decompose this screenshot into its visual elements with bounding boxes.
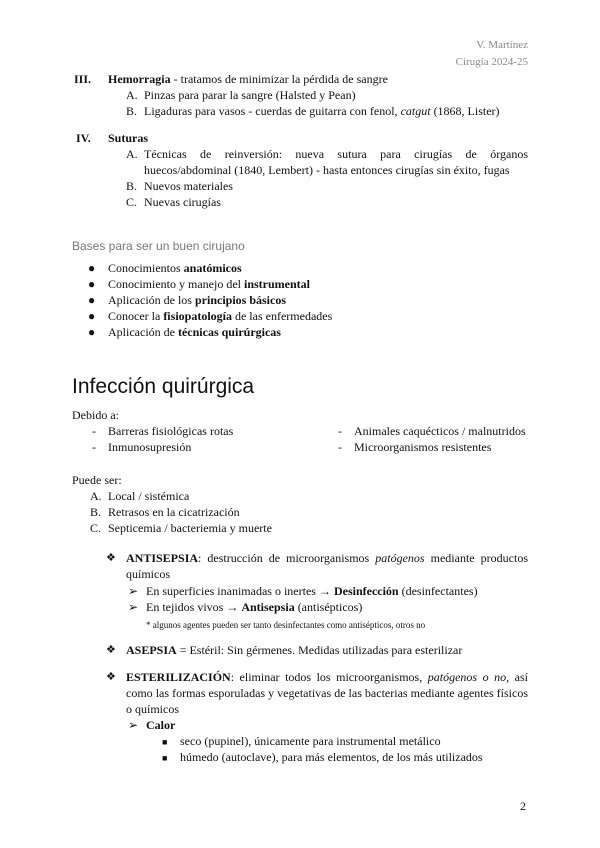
section-iii-heading xyxy=(108,71,388,87)
bases-item-pre: Aplicación de los xyxy=(108,293,195,307)
section-iv-item-c-marker: C. xyxy=(126,195,138,209)
antisepsia-sub1 xyxy=(146,583,478,599)
diamond-bullet-icon: ❖ xyxy=(106,552,116,564)
antisepsia-sub2 xyxy=(146,599,362,615)
bases-item-bold: fisiopatología xyxy=(163,309,232,323)
arrow-bullet-icon: ➢ xyxy=(128,584,139,598)
bases-item-bold: principios básicos xyxy=(194,293,287,307)
debido-col1-item: Barreras fisiológicas rotas xyxy=(108,424,234,438)
header-author: V. Martínez xyxy=(476,39,528,51)
antisepsia-pre: : destrucción de microorganismos xyxy=(198,551,376,565)
esterilizacion-italic: patógenos o no xyxy=(427,670,507,684)
bases-heading: Bases para ser un buen cirujano xyxy=(72,239,245,253)
bases-item xyxy=(88,276,332,292)
antisepsia-sub1-bold: Desinfección xyxy=(333,584,399,598)
section-iv-item-b: Nuevos materiales xyxy=(144,179,233,193)
dash-icon: - xyxy=(338,440,342,454)
antisepsia-post: mediante productos químicos xyxy=(126,551,528,581)
bases-item-bold: técnicas quirúrgicas xyxy=(177,325,281,339)
antisepsia-sub2-pre: En tejidos vivos → xyxy=(146,600,242,614)
bases-item xyxy=(88,260,332,276)
antisepsia-term: ANTISEPSIA xyxy=(126,551,199,565)
section-iv-title: Suturas xyxy=(108,131,149,145)
puede-item: Retrasos en la cicatrización xyxy=(108,505,240,519)
puede-label: Puede ser: xyxy=(72,473,122,487)
esterilizacion-definition xyxy=(126,669,528,717)
section-iii-item-b-post: (1868, Lister) xyxy=(430,104,500,118)
bases-item-pre: Conocimientos xyxy=(108,261,184,275)
debido-label: Debido a: xyxy=(72,408,119,422)
antisepsia-italic: patógenos xyxy=(375,551,425,565)
esterilizacion-term: ESTERILIZACIÓN xyxy=(126,670,231,684)
section-iv-numeral: IV. xyxy=(76,131,91,145)
puede-item: Septicemia / bacteriemia y muerte xyxy=(108,521,272,535)
puede-item-marker: C. xyxy=(90,521,102,535)
infeccion-title: Infección quirúrgica xyxy=(72,375,255,398)
bases-item-pre: Conocimiento y manejo del xyxy=(108,277,244,291)
dash-icon: - xyxy=(338,424,342,438)
section-iii-item-a: Pinzas para parar la sangre (Halsted y Pean) xyxy=(144,88,356,102)
antisepsia-definition xyxy=(126,550,528,582)
bases-item-pre: Conocer la xyxy=(108,309,164,323)
page-number: 2 xyxy=(520,799,526,813)
diamond-bullet-icon: ❖ xyxy=(106,644,116,656)
bases-item xyxy=(88,324,332,340)
section-iii-item-b xyxy=(144,103,500,119)
bases-item-bold: anatómicos xyxy=(183,261,242,275)
bases-item xyxy=(88,292,332,308)
bullet-dot-icon: ● xyxy=(88,293,96,307)
section-iv-item-b-marker: B. xyxy=(126,179,138,193)
debido-col2-item: Animales caquécticos / malnutridos xyxy=(354,424,526,438)
bases-list xyxy=(88,260,332,340)
arrow-bullet-icon: ➢ xyxy=(128,718,139,732)
asepsia-term: ASEPSIA xyxy=(126,643,177,657)
asepsia-definition xyxy=(126,642,462,658)
section-iv-item-c: Nuevas cirugías xyxy=(144,195,221,209)
bases-item-pre: Aplicación de xyxy=(108,325,178,339)
square-bullet-icon: ■ xyxy=(162,753,168,763)
bases-item xyxy=(88,308,332,324)
section-iii-desc: - tratamos de minimizar la pérdida de sangre xyxy=(170,72,388,86)
section-iii-item-b-italic: catgut xyxy=(400,104,431,118)
debido-col1-item: Inmunosupresión xyxy=(108,440,192,454)
esterilizacion-pre: : eliminar todos los microorganismos, xyxy=(230,670,428,684)
antisepsia-sub1-pre: En superficies inanimadas o inertes → xyxy=(146,584,334,598)
section-iii-title: Hemorragia xyxy=(108,72,171,86)
dash-icon: - xyxy=(92,424,96,438)
section-iii-numeral: III. xyxy=(74,72,92,86)
bullet-dot-icon: ● xyxy=(88,261,96,275)
diamond-bullet-icon: ❖ xyxy=(106,671,116,683)
calor-item: húmedo (autoclave), para más elementos, de los más utilizados xyxy=(180,750,483,764)
dash-icon: - xyxy=(92,440,96,454)
puede-item-marker: A. xyxy=(90,489,102,503)
antisepsia-sub2-post: (antisépticos) xyxy=(294,600,363,614)
calor-item: seco (pupinel), únicamente para instrumental metálico xyxy=(180,734,441,748)
antisepsia-sub2-bold: Antisepsia xyxy=(241,600,295,614)
bullet-dot-icon: ● xyxy=(88,309,96,323)
puede-item: Local / sistémica xyxy=(108,489,190,503)
antisepsia-note: * algunos agentes pueden ser tanto desinfectantes como antisépticos, otros no xyxy=(146,620,426,630)
arrow-bullet-icon: ➢ xyxy=(128,600,139,614)
bullet-dot-icon: ● xyxy=(88,277,96,291)
bases-item-bold: instrumental xyxy=(243,277,310,291)
section-iii-item-a-marker: A. xyxy=(126,88,138,102)
puede-item-marker: B. xyxy=(90,505,102,519)
section-iv-item-a: Técnicas de reinversión: nueva sutura para cirugías de órganos huecos/abdominal (1840, Lembert) - hasta entonces cirugías sin éxito, fugas xyxy=(144,147,528,177)
bases-item-post: de las enfermedades xyxy=(231,309,333,323)
esterilizacion-post: , así como las formas esporuladas y vegetativas de las bacterias mediante agentes físicos o químicos xyxy=(126,670,528,716)
square-bullet-icon: ■ xyxy=(162,737,168,747)
calor-heading: Calor xyxy=(146,718,176,732)
bullet-dot-icon: ● xyxy=(88,325,96,339)
debido-col2-item: Microorganismos resistentes xyxy=(354,440,492,454)
header-course: Cirugía 2024-25 xyxy=(455,56,528,68)
antisepsia-sub1-post: (desinfectantes) xyxy=(398,584,478,598)
section-iii-item-b-marker: B. xyxy=(126,104,138,118)
asepsia-rest: = Estéril: Sin gérmenes. Medidas utilizadas para esterilizar xyxy=(176,643,463,657)
section-iii-item-b-pre: Ligaduras para vasos - cuerdas de guitarra con fenol, xyxy=(144,104,401,118)
section-iv-item-a-marker: A. xyxy=(126,147,138,161)
